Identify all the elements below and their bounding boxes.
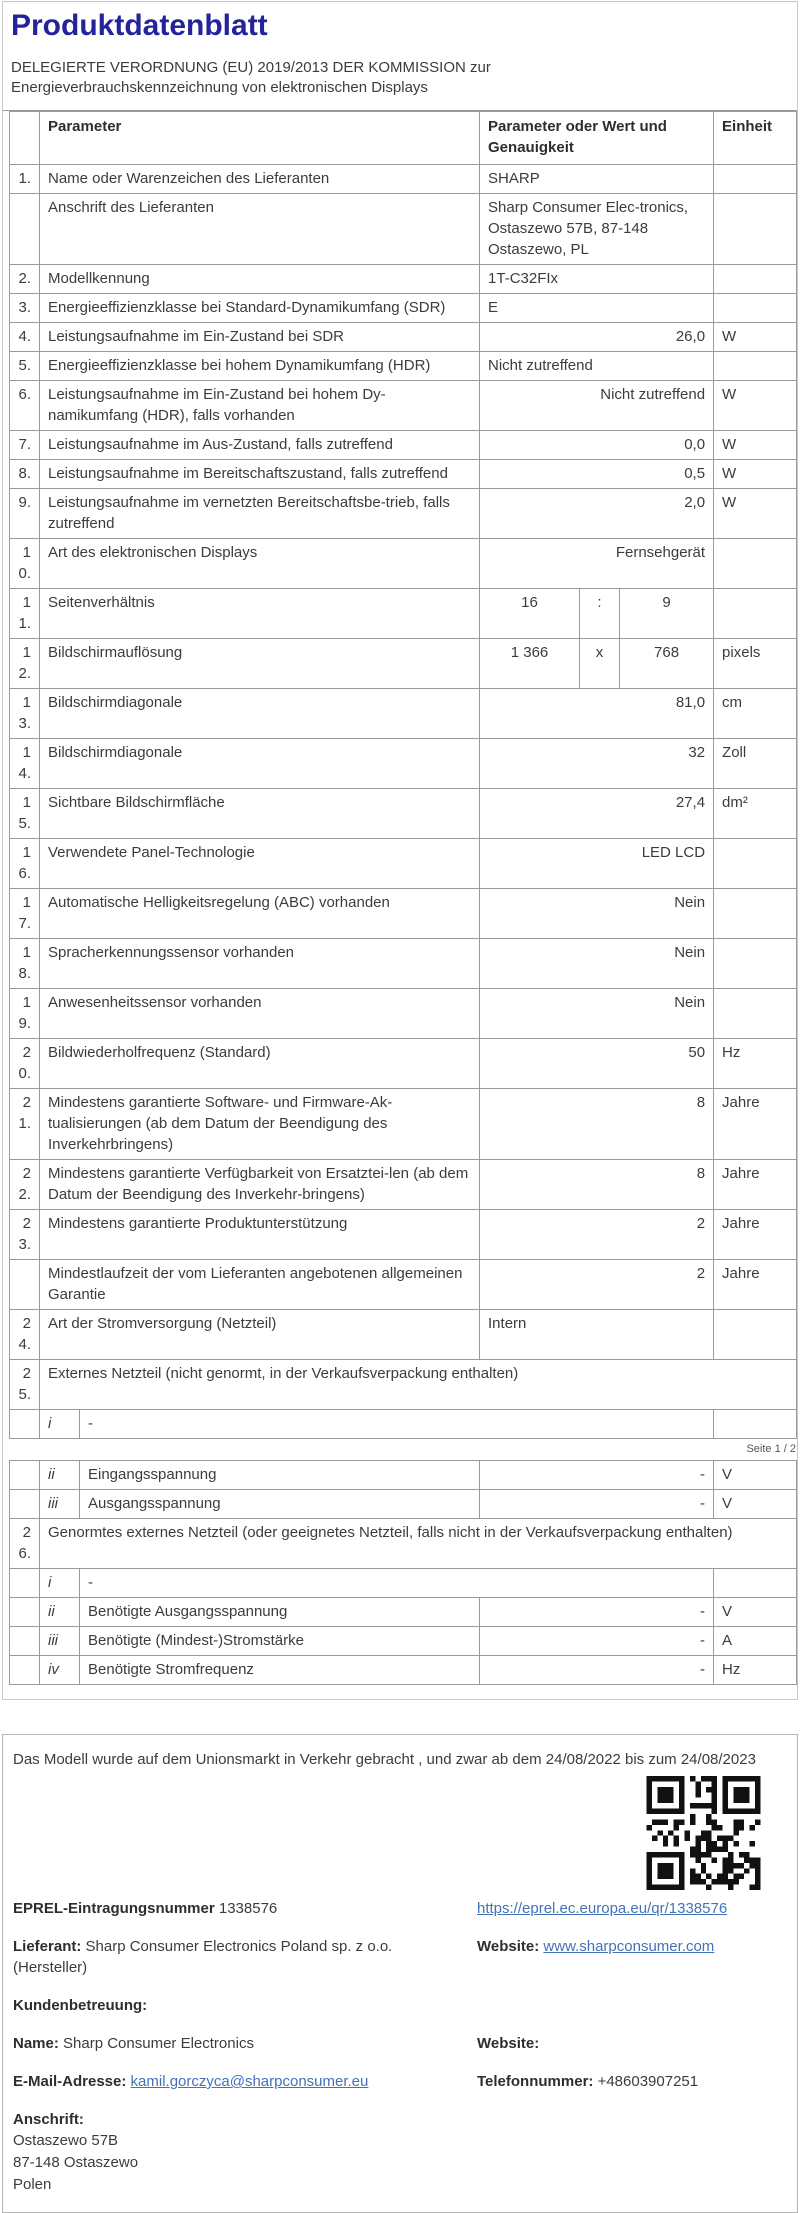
address-label: Anschrift: [13, 2111, 84, 2128]
value-part-1-cell: 16 [480, 589, 580, 639]
row-number-cell: 19. [10, 989, 40, 1039]
unit-cell [714, 352, 797, 381]
value-cell: 0,0 [480, 431, 714, 460]
unit-cell: dm² [714, 789, 797, 839]
unit-cell: W [714, 323, 797, 352]
parameter-cell: Mindestens garantierte Software- und Firmware-Ak-tualisierungen (ab dem Datum der Beendigung des Inverkehrbringens) [40, 1089, 480, 1160]
sub-value-cell: - [80, 1569, 714, 1598]
qr-code [644, 1776, 763, 1890]
table-row [10, 689, 797, 739]
parameter-cell: Leistungsaufnahme im Ein-Zustand bei SDR [40, 323, 480, 352]
table-row [10, 839, 797, 889]
parameter-cell: Art des elektronischen Displays [40, 539, 480, 589]
value-part-2-cell: 9 [620, 589, 714, 639]
table-row [10, 1627, 797, 1656]
roman-index-cell: ii [40, 1461, 80, 1490]
table-row [10, 1569, 797, 1598]
value-cell: Nein [480, 989, 714, 1039]
table-row [10, 194, 797, 265]
product-parameters-table-page2 [9, 1460, 797, 1685]
row-number-cell: 16. [10, 839, 40, 889]
parameter-cell: Sichtbare Bildschirmfläche [40, 789, 480, 839]
table-row [10, 1089, 797, 1160]
row-number-cell [10, 1490, 40, 1519]
unit-cell: pixels [714, 639, 797, 689]
row-number-cell: 3. [10, 294, 40, 323]
value-cell: 81,0 [480, 689, 714, 739]
address-line-1: Ostaszewo 57B [13, 2132, 119, 2149]
table-row [10, 1410, 797, 1439]
sub-value-cell: - [80, 1410, 714, 1439]
value-cell: 2,0 [480, 489, 714, 539]
table-row [10, 489, 797, 539]
table-row [10, 1519, 797, 1569]
row-number-cell: 13. [10, 689, 40, 739]
row-number-cell [10, 1598, 40, 1627]
regulation-subtitle-line2: Energieverbrauchskennzeichnung von elektronischen Displays [11, 79, 428, 96]
row-number-cell: 2. [10, 265, 40, 294]
parameter-cell: Leistungsaufnahme im Bereitschaftszustand, falls zutreffend [40, 460, 480, 489]
email-cell [13, 2071, 477, 2092]
value-part-1-cell: 1 366 [480, 639, 580, 689]
product-parameters-table [9, 111, 797, 1439]
table-row [10, 639, 797, 689]
table-row [10, 989, 797, 1039]
parameter-cell: Energieeffizienzklasse bei hohem Dynamikumfang (HDR) [40, 352, 480, 381]
table-row [10, 789, 797, 839]
email-label: E-Mail-Adresse: [13, 2073, 127, 2090]
row-number-cell [10, 1260, 40, 1310]
contact-name-row [13, 2033, 785, 2054]
website2-label: Website: [477, 2035, 540, 2052]
unit-cell [714, 165, 797, 194]
row-number-cell: 8. [10, 460, 40, 489]
table-row [10, 381, 797, 431]
name-label: Name: [13, 2035, 59, 2052]
unit-cell: W [714, 489, 797, 539]
row-number-cell: 20. [10, 1039, 40, 1089]
table-row [10, 1656, 797, 1685]
unit-cell [714, 839, 797, 889]
page-one-container [2, 1, 798, 1700]
row-number-cell [10, 194, 40, 265]
supplier-cell [13, 1936, 477, 1978]
table-row [10, 1310, 797, 1360]
parameter-cell: Bildwiederholfrequenz (Standard) [40, 1039, 480, 1089]
table-row [10, 294, 797, 323]
table-row [10, 1260, 797, 1310]
website-cell [477, 1936, 785, 1978]
parameter-cell: Ausgangsspannung [80, 1490, 480, 1519]
email-link[interactable]: kamil.gorczyca@sharpconsumer.eu [130, 2073, 369, 2090]
contact-name-cell [13, 2033, 477, 2054]
unit-cell [714, 265, 797, 294]
value-cell: SHARP [480, 165, 714, 194]
roman-index-cell: iv [40, 1656, 80, 1685]
table-row [10, 889, 797, 939]
table-row [10, 539, 797, 589]
parameter-cell: Benötigte Stromfrequenz [80, 1656, 480, 1685]
row-number-cell: 17. [10, 889, 40, 939]
parameter-cell: Mindestlaufzeit der vom Lieferanten angebotenen allgemeinen Garantie [40, 1260, 480, 1310]
value-cell: 0,5 [480, 460, 714, 489]
unit-cell [714, 889, 797, 939]
parameter-span-cell: Externes Netzteil (nicht genormt, in der Verkaufsverpackung enthalten) [40, 1360, 797, 1410]
roman-index-cell: iii [40, 1627, 80, 1656]
parameter-cell: Mindestens garantierte Produktunterstützung [40, 1210, 480, 1260]
value-cell: 8 [480, 1089, 714, 1160]
header-parameter: Parameter [40, 112, 480, 165]
table-row [10, 460, 797, 489]
row-number-cell: 11. [10, 589, 40, 639]
table-row [10, 265, 797, 294]
eprel-qr-link[interactable]: https://eprel.ec.europa.eu/qr/1338576 [477, 1900, 728, 1917]
name-value: Sharp Consumer Electronics [63, 2035, 254, 2052]
phone-label: Telefonnummer: [477, 2073, 594, 2090]
parameter-cell: Seitenverhältnis [40, 589, 480, 639]
website-label: Website: [477, 1938, 540, 1955]
table-row [10, 165, 797, 194]
value-cell: - [480, 1656, 714, 1685]
table-row [10, 1360, 797, 1410]
unit-cell [714, 539, 797, 589]
unit-cell: Jahre [714, 1260, 797, 1310]
table-row [10, 1039, 797, 1089]
address-cell [13, 2109, 138, 2196]
unit-cell [714, 1410, 797, 1439]
address-line-3: Polen [13, 2176, 52, 2193]
parameter-cell: Benötigte (Mindest-)Stromstärke [80, 1627, 480, 1656]
value-cell: 50 [480, 1039, 714, 1089]
unit-cell [714, 939, 797, 989]
value-cell: E [480, 294, 714, 323]
row-number-cell: 25. [10, 1360, 40, 1410]
unit-cell: V [714, 1598, 797, 1627]
product-datasheet-page [0, 1, 800, 2193]
value-cell: LED LCD [480, 839, 714, 889]
unit-cell: V [714, 1461, 797, 1490]
row-number-cell [10, 1569, 40, 1598]
unit-cell: Zoll [714, 739, 797, 789]
parameter-cell: Verwendete Panel-Technologie [40, 839, 480, 889]
support-heading-row [13, 1995, 785, 2016]
parameter-cell: Leistungsaufnahme im Aus-Zustand, falls zutreffend [40, 431, 480, 460]
value-cell: Sharp Consumer Elec-tronics, Ostaszewo 57B, 87-148 Ostaszewo, PL [480, 194, 714, 265]
parameter-cell: Name oder Warenzeichen des Lieferanten [40, 165, 480, 194]
qr-code-icon [644, 1776, 763, 1890]
table-row [10, 323, 797, 352]
eprel-registration [13, 1898, 477, 1919]
parameter-cell: Eingangsspannung [80, 1461, 480, 1490]
unit-cell: V [714, 1490, 797, 1519]
value-cell: Fernsehgerät [480, 539, 714, 589]
row-number-cell: 14. [10, 739, 40, 789]
parameter-cell: Spracherkennungssensor vorhanden [40, 939, 480, 989]
row-number-cell: 18. [10, 939, 40, 989]
website-link[interactable]: www.sharpconsumer.com [543, 1938, 715, 1955]
table-row [10, 1490, 797, 1519]
eprel-row [13, 1898, 785, 1919]
row-number-cell: 22. [10, 1160, 40, 1210]
row-number-cell [10, 1461, 40, 1490]
parameter-cell: Bildschirmdiagonale [40, 689, 480, 739]
row-number-cell: 1. [10, 165, 40, 194]
table-row [10, 1160, 797, 1210]
row-number-cell: 7. [10, 431, 40, 460]
row-number-cell [10, 1410, 40, 1439]
supplier-row [13, 1936, 785, 1978]
address-line-2: 87-148 Ostaszewo [13, 2154, 139, 2171]
value-cell: 8 [480, 1160, 714, 1210]
parameter-cell: Leistungsaufnahme im Ein-Zustand bei hohem Dy-namikumfang (HDR), falls vorhanden [40, 381, 480, 431]
row-number-cell: 5. [10, 352, 40, 381]
table-header-row [10, 112, 797, 165]
unit-cell: Hz [714, 1656, 797, 1685]
roman-index-cell: i [40, 1569, 80, 1598]
row-number-cell: 26. [10, 1519, 40, 1569]
unit-cell: Jahre [714, 1089, 797, 1160]
value-cell: - [480, 1598, 714, 1627]
header-unit: Einheit [714, 112, 797, 165]
eprel-link-cell [477, 1898, 785, 1919]
value-cell: Intern [480, 1310, 714, 1360]
parameter-cell: Bildschirmdiagonale [40, 739, 480, 789]
parameter-cell: Mindestens garantierte Verfügbarkeit von Ersatztei-len (ab dem Datum der Beendigung des Inverkehr-bringens) [40, 1160, 480, 1210]
table-row [10, 352, 797, 381]
parameter-cell: Bildschirmauflösung [40, 639, 480, 689]
table-row [10, 589, 797, 639]
row-number-cell: 6. [10, 381, 40, 431]
unit-cell: W [714, 460, 797, 489]
parameter-cell: Modellkennung [40, 265, 480, 294]
value-separator-cell: : [580, 589, 620, 639]
value-cell: 26,0 [480, 323, 714, 352]
row-number-cell [10, 1656, 40, 1685]
parameter-cell: Benötigte Ausgangsspannung [80, 1598, 480, 1627]
value-cell: Nein [480, 939, 714, 989]
page-indicator: Seite 1 / 2 [746, 1443, 796, 1455]
row-number-cell: 10. [10, 539, 40, 589]
value-cell: - [480, 1627, 714, 1656]
unit-cell [714, 294, 797, 323]
phone-value: +48603907251 [597, 2073, 699, 2090]
table-row [10, 939, 797, 989]
eprel-label: EPREL-Eintragungsnummer [13, 1900, 215, 1917]
parameter-cell: Art der Stromversorgung (Netzteil) [40, 1310, 480, 1360]
support-label: Kundenbetreuung: [13, 1997, 148, 2014]
unit-cell [714, 989, 797, 1039]
parameter-cell: Anwesenheitssensor vorhanden [40, 989, 480, 1039]
value-cell: Nicht zutreffend [480, 381, 714, 431]
value-cell: - [480, 1461, 714, 1490]
unit-cell: Jahre [714, 1210, 797, 1260]
table-row [10, 1461, 797, 1490]
parameter-span-cell: Genormtes externes Netzteil (oder geeignetes Netzteil, falls nicht in der Verkaufsverpackung enthalten) [40, 1519, 797, 1569]
unit-cell: W [714, 381, 797, 431]
row-number-cell: 15. [10, 789, 40, 839]
table-row [10, 1598, 797, 1627]
phone-cell [477, 2071, 785, 2092]
parameter-cell: Energieeffizienzklasse bei Standard-Dynamikumfang (SDR) [40, 294, 480, 323]
header-number-cell [10, 112, 40, 165]
supplier-value: Sharp Consumer Electronics Poland sp. z o.o. (Hersteller) [13, 1938, 393, 1976]
header-value: Parameter oder Wert und Genauigkeit [480, 112, 714, 165]
row-number-cell: 12. [10, 639, 40, 689]
row-number-cell: 23. [10, 1210, 40, 1260]
row-number-cell: 4. [10, 323, 40, 352]
unit-cell [714, 589, 797, 639]
value-cell: - [480, 1490, 714, 1519]
address-block [13, 2109, 785, 2196]
eprel-number: 1338576 [218, 1900, 278, 1917]
value-cell: Nicht zutreffend [480, 352, 714, 381]
website2-cell [477, 2033, 785, 2054]
value-cell: 1T-C32FIx [480, 265, 714, 294]
document-header [3, 2, 797, 111]
unit-cell [714, 194, 797, 265]
row-number-cell: 9. [10, 489, 40, 539]
value-cell: 27,4 [480, 789, 714, 839]
value-part-2-cell: 768 [620, 639, 714, 689]
unit-cell: Hz [714, 1039, 797, 1089]
table-row [10, 739, 797, 789]
row-number-cell: 21. [10, 1089, 40, 1160]
market-statement: Das Modell wurde auf dem Unionsmarkt in Verkehr gebracht , und zwar ab dem 24/08/2022 bis zum 24/08/2023 [13, 1751, 756, 1768]
contact-email-row [13, 2071, 785, 2092]
table-row [10, 431, 797, 460]
page-title: Produktdatenblatt [11, 9, 268, 42]
unit-cell [714, 1310, 797, 1360]
parameter-cell: Anschrift des Lieferanten [40, 194, 480, 265]
roman-index-cell: ii [40, 1598, 80, 1627]
value-cell: 32 [480, 739, 714, 789]
unit-cell: cm [714, 689, 797, 739]
value-cell: 2 [480, 1260, 714, 1310]
supplier-label: Lieferant: [13, 1938, 82, 1955]
supplier-info-box [2, 1734, 798, 2213]
unit-cell [714, 1569, 797, 1598]
parameter-cell: Leistungsaufnahme im vernetzten Bereitschaftsbe-trieb, falls zutreffend [40, 489, 480, 539]
unit-cell: A [714, 1627, 797, 1656]
value-cell: 2 [480, 1210, 714, 1260]
roman-index-cell: i [40, 1410, 80, 1439]
parameter-cell: Automatische Helligkeitsregelung (ABC) vorhanden [40, 889, 480, 939]
regulation-subtitle [11, 58, 789, 98]
value-separator-cell: x [580, 639, 620, 689]
unit-cell: Jahre [714, 1160, 797, 1210]
table-row [10, 1210, 797, 1260]
row-number-cell [10, 1627, 40, 1656]
value-cell: Nein [480, 889, 714, 939]
row-number-cell: 24. [10, 1310, 40, 1360]
regulation-subtitle-line1: DELEGIERTE VERORDNUNG (EU) 2019/2013 DER KOMMISSION zur [11, 59, 491, 76]
unit-cell: W [714, 431, 797, 460]
roman-index-cell: iii [40, 1490, 80, 1519]
